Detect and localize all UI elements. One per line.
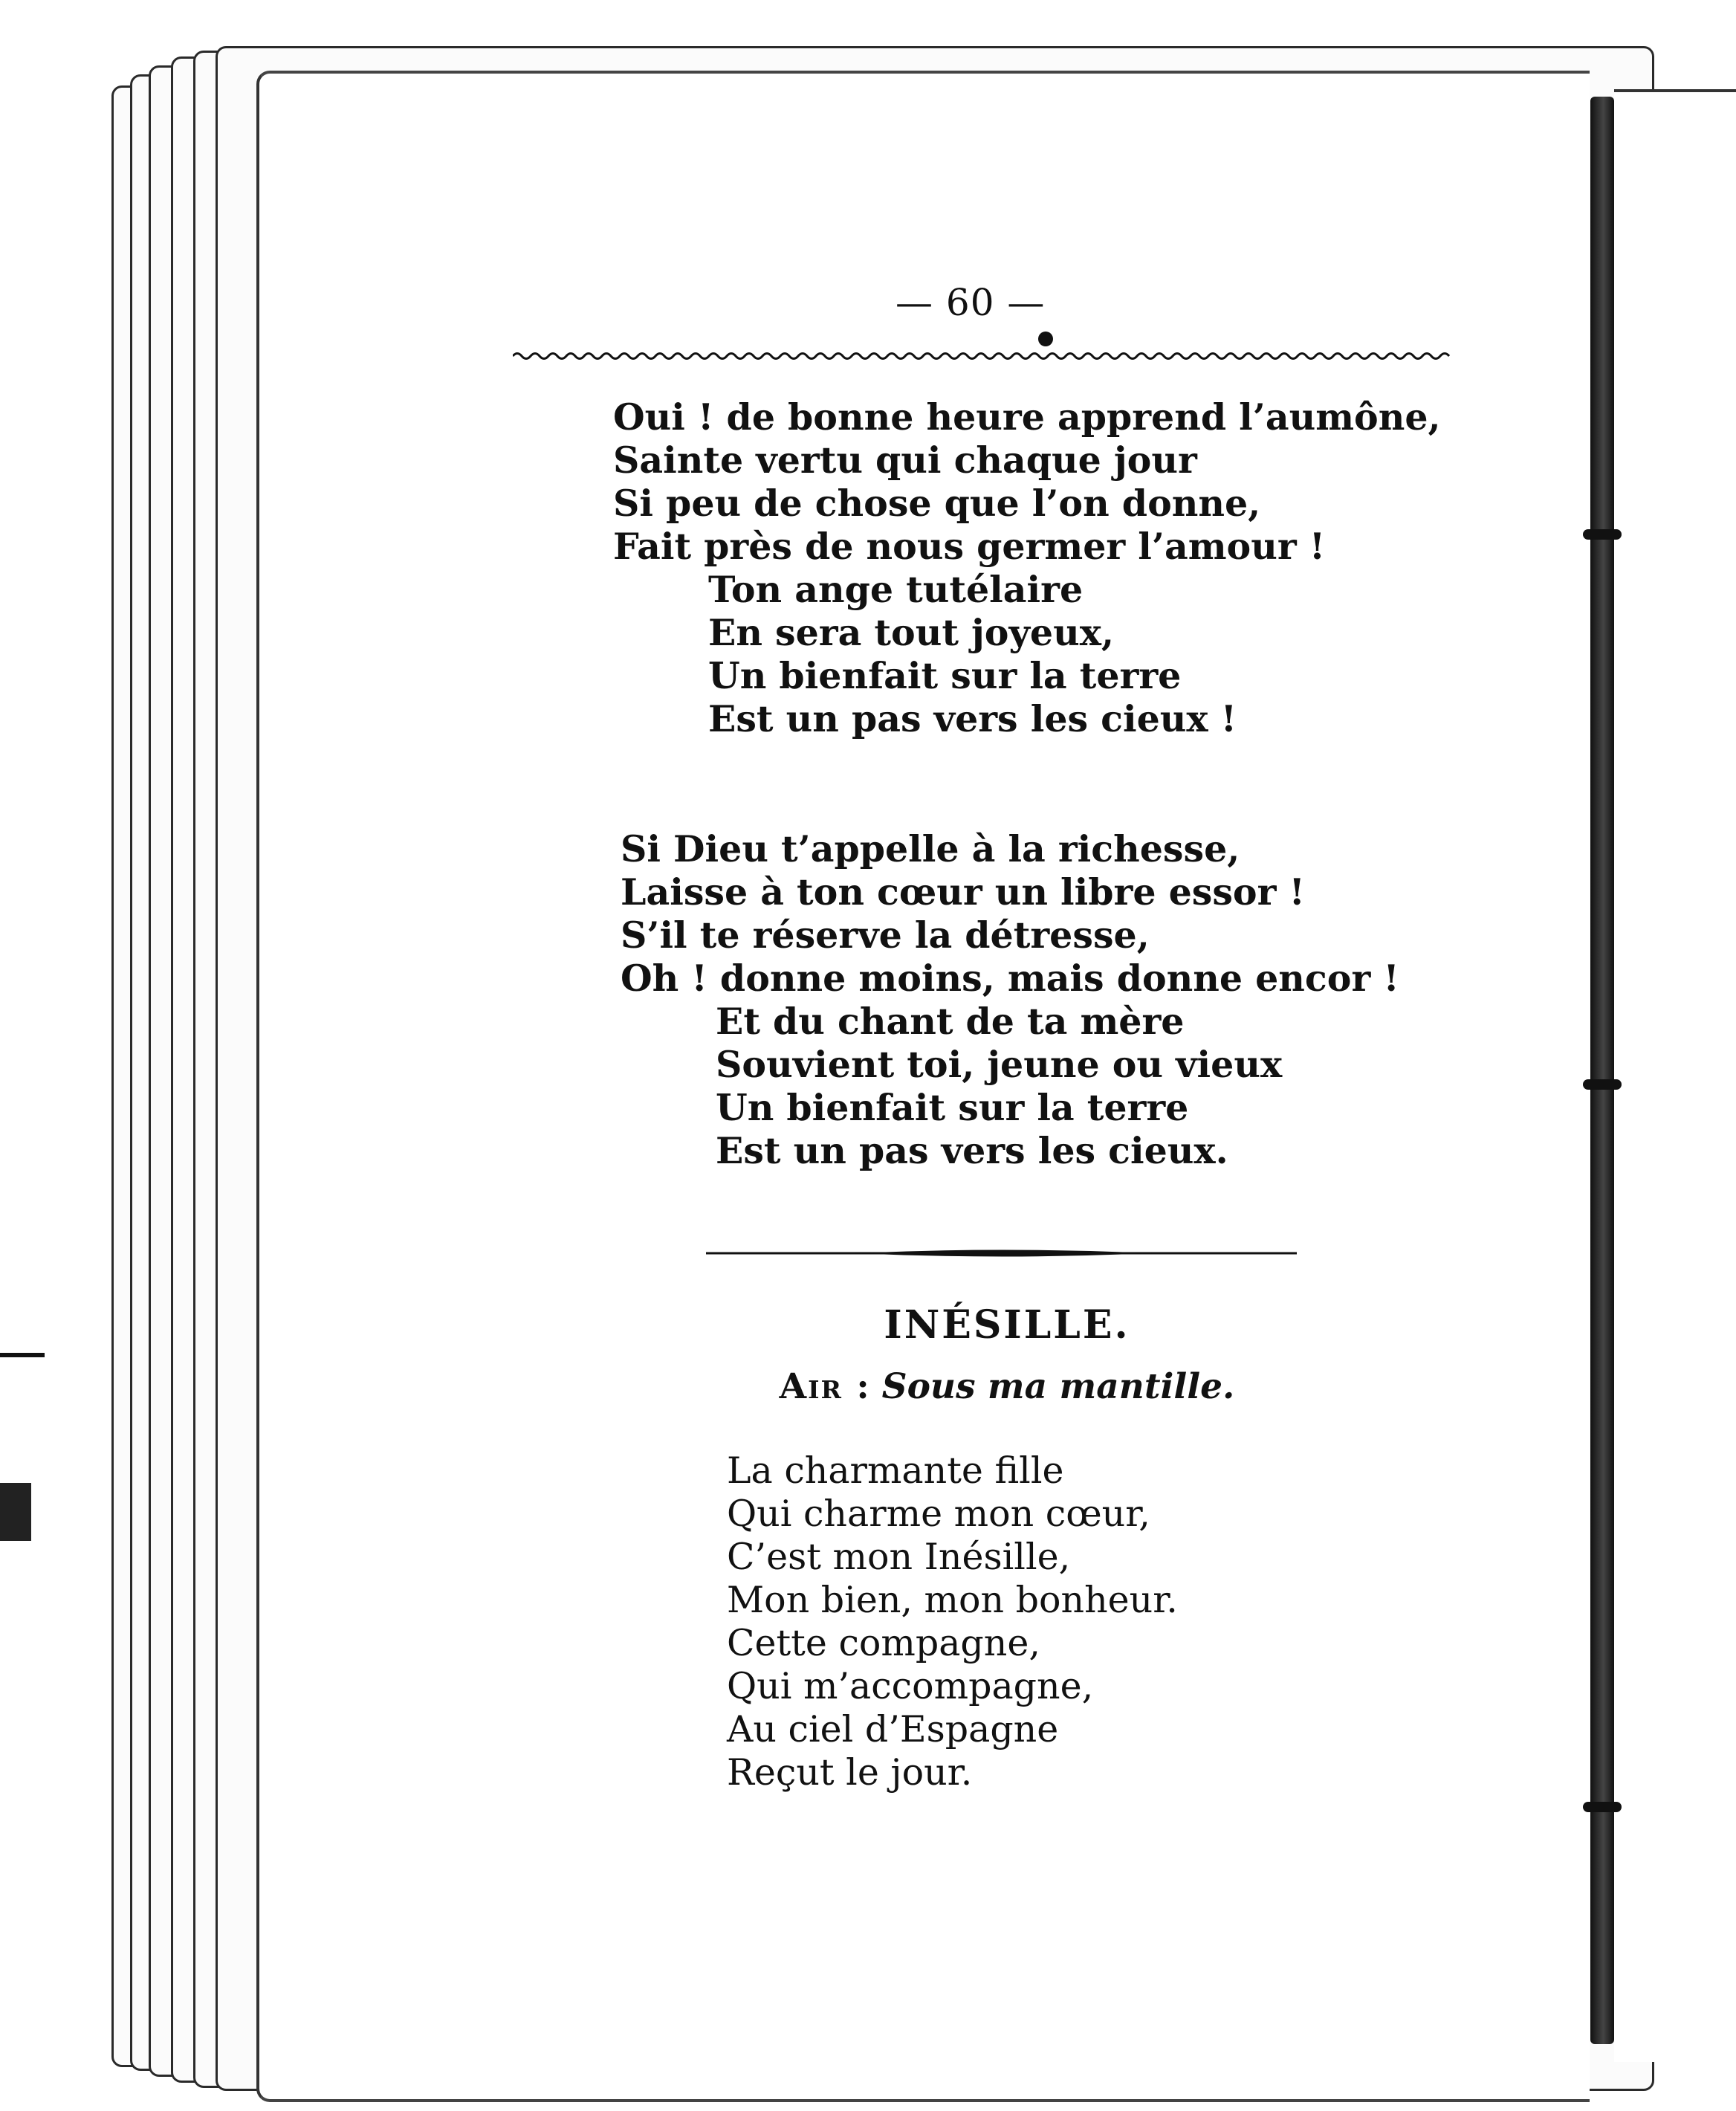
verse-line: Si peu de chose que l’on donne, <box>613 482 1261 525</box>
wavy-rule <box>513 349 1453 363</box>
binding-tie <box>1583 1079 1622 1090</box>
verse-line: Mon bien, mon bonheur. <box>727 1579 1178 1621</box>
verse-line: Un bienfait sur la terre <box>708 654 1182 697</box>
verse-line: Au ciel d’Espagne <box>727 1708 1059 1750</box>
ornament-dot <box>1038 332 1053 346</box>
verse-line: S’il te réserve la détresse, <box>621 914 1150 957</box>
scan-artifact <box>0 1483 31 1541</box>
book-gutter <box>1590 97 1614 2044</box>
verse-line: Un bienfait sur la terre <box>716 1086 1189 1129</box>
binding-tie <box>1583 1802 1622 1812</box>
verse-line: Sainte vertu qui chaque jour <box>613 439 1197 482</box>
verse-line: Est un pas vers les cieux ! <box>708 697 1237 740</box>
song-stanza <box>727 1449 1178 1794</box>
stanza-1 <box>613 395 1441 740</box>
air-line <box>0 1366 1736 1407</box>
verse-line: Souvient toi, jeune ou vieux <box>716 1043 1283 1086</box>
song-title: INÉSILLE. <box>884 1302 1130 1348</box>
verse-line: En sera tout joyeux, <box>708 611 1115 654</box>
verse-line: Laisse à ton cœur un libre essor ! <box>621 870 1305 914</box>
verse-line: C’est mon Inésille, <box>727 1536 1071 1578</box>
verse-line: Oui ! de bonne heure apprend l’aumône, <box>613 395 1441 439</box>
verse-line: Fait près de nous germer l’amour ! <box>613 525 1326 568</box>
stanza-2 <box>621 827 1399 1172</box>
facing-page <box>1614 89 1736 2062</box>
verse-line: Reçut le jour. <box>727 1751 973 1794</box>
binding-tie <box>1583 529 1622 540</box>
section-separator <box>706 1247 1297 1259</box>
air-title: Sous ma mantille. <box>881 1366 1235 1407</box>
page-number: — 60 — <box>895 281 1046 324</box>
verse-line: Qui m’accompagne, <box>727 1665 1094 1707</box>
verse-line: Est un pas vers les cieux. <box>716 1129 1228 1172</box>
verse-line: Cette compagne, <box>727 1622 1040 1664</box>
verse-line: Ton ange tutélaire <box>708 568 1084 611</box>
verse-line: Si Dieu t’appelle à la richesse, <box>621 827 1240 870</box>
scan-artifact <box>0 1353 45 1357</box>
verse-line: La charmante fille <box>727 1449 1064 1492</box>
verse-line: Qui charme mon cœur, <box>727 1493 1150 1535</box>
verse-line: Et du chant de ta mère <box>716 1000 1185 1043</box>
air-label: Air : <box>779 1366 871 1407</box>
verse-line: Oh ! donne moins, mais donne encor ! <box>621 957 1399 1000</box>
